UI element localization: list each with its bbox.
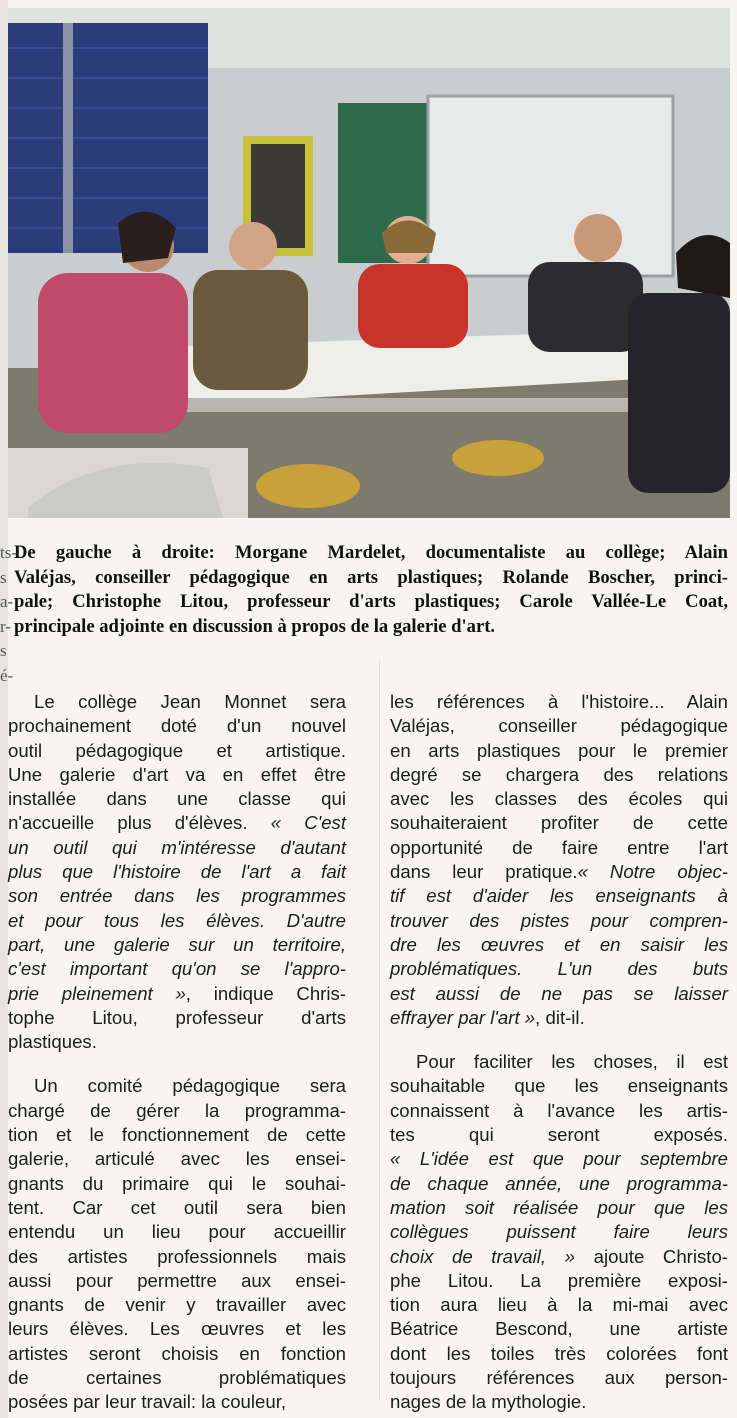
article-line xyxy=(8,1030,346,1054)
article-line xyxy=(390,1074,728,1098)
adjacent-column-fragments xyxy=(0,541,17,688)
article-line xyxy=(8,836,346,860)
body-text: nages de la mythologie. xyxy=(390,1391,587,1413)
body-text: n'accueille plus d'élèves. xyxy=(8,812,271,834)
body-text: Pour faciliter les choses, il est xyxy=(416,1051,728,1073)
quote-text: effrayer par l'art » xyxy=(390,1006,536,1028)
article-line xyxy=(8,909,346,933)
article-line xyxy=(8,957,346,981)
body-text: installée dans une classe qui xyxy=(8,788,346,810)
body-text: prochainement doté d'un nouvel xyxy=(8,715,346,737)
article-column-right xyxy=(390,690,728,1415)
body-text: ajoute Christo- xyxy=(575,1245,728,1267)
article-line xyxy=(8,1366,346,1390)
article-line xyxy=(8,1099,346,1123)
quote-text: prie pleinement » xyxy=(8,982,186,1004)
photo-illustration xyxy=(8,8,730,518)
quote-text: part, une galerie sur un territoire, xyxy=(8,933,346,955)
quote-text: problématiques. L'un des buts xyxy=(390,958,728,980)
article-line xyxy=(8,1196,346,1220)
photo-caption xyxy=(14,541,728,639)
article-line xyxy=(8,1006,346,1030)
article-line xyxy=(8,1293,346,1317)
article-line xyxy=(390,1342,728,1366)
body-text: phe Litou. La première exposi- xyxy=(390,1269,728,1291)
body-text: en arts plastiques pour le premier xyxy=(390,739,728,761)
body-text: les références à l'histoire... Alain xyxy=(390,691,728,712)
article-line xyxy=(390,714,728,738)
body-text: des artistes professionnels mais xyxy=(8,1245,346,1267)
article-line xyxy=(8,763,346,787)
body-text: Béatrice Bescond, une artiste xyxy=(390,1318,728,1340)
article-line xyxy=(8,787,346,811)
article-line xyxy=(8,1123,346,1147)
quote-text: « C'est xyxy=(270,812,347,834)
caption-line: principale adjointe en discussion à propos de la galerie d'art. xyxy=(14,615,496,637)
article-column-left xyxy=(8,690,346,1415)
fragment: s xyxy=(0,567,7,587)
article-line xyxy=(390,1147,728,1171)
article-line xyxy=(8,1147,346,1171)
article-line xyxy=(390,982,728,1006)
caption-line: De gauche à droite: Morgane Mardelet, documentaliste au collège; Alain xyxy=(14,542,728,563)
article-line xyxy=(8,1317,346,1341)
article-line xyxy=(390,1099,728,1123)
body-text: outil pédagogique et artistique. xyxy=(8,739,346,761)
article-line xyxy=(390,884,728,908)
article-line xyxy=(390,860,728,884)
body-text: Une galerie d'art va en effet être xyxy=(8,763,346,785)
article-line xyxy=(390,690,728,714)
clipping-edge xyxy=(0,0,8,1418)
body-text: de certaines problématiques xyxy=(8,1367,346,1389)
fragment: é- xyxy=(0,665,14,685)
article-line xyxy=(390,1317,728,1341)
article-line xyxy=(390,1220,728,1244)
article-line xyxy=(390,1172,728,1196)
quote-text: dre les œuvres et en saisir les xyxy=(390,933,728,955)
body-text: toujours références aux person- xyxy=(390,1367,728,1389)
article-line xyxy=(390,909,728,933)
body-text: dont les toiles très colorées font xyxy=(390,1342,728,1364)
article-line xyxy=(8,860,346,884)
body-text: gnants de venir y travailler avec xyxy=(8,1294,346,1316)
article-line xyxy=(390,1245,728,1269)
body-text: Un comité pédagogique sera xyxy=(34,1075,346,1097)
article-line xyxy=(390,787,728,811)
article-line xyxy=(8,739,346,763)
body-text: , dit-il. xyxy=(535,1006,585,1028)
body-text: Valéjas, conseiller pédagogique xyxy=(390,715,728,737)
article-line xyxy=(390,1269,728,1293)
article-line xyxy=(390,1006,728,1030)
body-text: avec les classes des écoles qui xyxy=(390,788,728,810)
body-text: gnants du primaire qui le souhai- xyxy=(8,1172,346,1194)
article-line xyxy=(8,1172,346,1196)
article-line xyxy=(8,1245,346,1269)
quote-text: un outil qui m'intéresse d'autant xyxy=(8,836,346,858)
article-line xyxy=(8,1074,346,1098)
quote-text: collègues puissent faire leurs xyxy=(390,1221,728,1243)
quote-text: plus que l'histoire de l'art a fait xyxy=(8,861,346,883)
body-text: tion et le fonctionnement de cette xyxy=(8,1124,346,1146)
fragment: a- xyxy=(0,592,14,611)
quote-text: trouver des pistes pour compren- xyxy=(390,909,728,931)
quote-text: « Notre objec- xyxy=(577,861,728,883)
body-text: entendu un lieu pour accueillir xyxy=(8,1221,346,1243)
body-text: souhaitable que les enseignants xyxy=(390,1075,728,1097)
article-line xyxy=(8,1269,346,1293)
article-line xyxy=(8,933,346,957)
body-text: leurs élèves. Les œuvres et les xyxy=(8,1318,346,1340)
fragment: ts- xyxy=(0,543,17,562)
article-line xyxy=(8,982,346,1006)
article-line xyxy=(8,884,346,908)
article-line xyxy=(390,811,728,835)
article-line xyxy=(390,1293,728,1317)
quote-text: tif est d'aider les enseignants à xyxy=(390,885,728,907)
body-text: opportunité de faire entre l'art xyxy=(390,836,728,858)
article-line xyxy=(390,957,728,981)
article-line xyxy=(8,1390,346,1414)
body-text: tophe Litou, professeur d'arts xyxy=(8,1006,346,1028)
article-line xyxy=(390,836,728,860)
caption-line: Valéjas, conseiller pédagogique en arts plastiques; Rolande Boscher, princi- xyxy=(14,566,728,588)
body-text: galerie, articulé avec les ensei- xyxy=(8,1148,346,1170)
body-text: tion aura lieu à la mi-mai avec xyxy=(390,1294,728,1316)
article-line xyxy=(390,1390,728,1414)
quote-text: et pour tous les élèves. D'autre xyxy=(8,909,346,931)
article-line xyxy=(8,1220,346,1244)
article-line xyxy=(390,933,728,957)
body-text: chargé de gérer la programma- xyxy=(8,1099,346,1121)
quote-text: est aussi de ne pas se laisser xyxy=(390,982,728,1004)
body-text: Le collège Jean Monnet sera xyxy=(34,691,346,712)
quote-text: de chaque année, une programma- xyxy=(390,1172,728,1194)
article-line xyxy=(390,1196,728,1220)
body-text: tent. Car cet outil sera bien xyxy=(8,1196,346,1218)
caption-line: pale; Christophe Litou, professeur d'arts plastiques; Carole Vallée-Le Coat, xyxy=(14,591,728,612)
fragment: s xyxy=(0,641,7,660)
article-line xyxy=(390,1366,728,1390)
article-line xyxy=(8,690,346,714)
body-text: tes qui seront exposés. xyxy=(390,1124,728,1146)
article-line xyxy=(390,763,728,787)
quote-text: choix de travail, » xyxy=(390,1245,576,1267)
body-text: artistes seront choisis en fonction xyxy=(8,1342,346,1364)
article-photo xyxy=(8,8,730,518)
body-text: connaissent à l'avance les artis- xyxy=(390,1099,728,1121)
article-line xyxy=(390,1050,728,1074)
quote-text: c'est important qu'on se l'appro- xyxy=(8,958,346,980)
body-text: aussi pour permettre aux ensei- xyxy=(8,1269,346,1291)
body-text: dans leur pratique. xyxy=(390,861,578,883)
body-text: posées par leur travail: la couleur, xyxy=(8,1391,287,1413)
column-divider xyxy=(379,660,380,1400)
fragment: r- xyxy=(0,616,11,636)
article-line xyxy=(390,1123,728,1147)
body-text: souhaiteraient profiter de cette xyxy=(390,812,728,834)
article-line xyxy=(390,739,728,763)
body-text: degré se chargera des relations xyxy=(390,763,728,785)
body-text: plastiques. xyxy=(8,1031,97,1053)
quote-text: son entrée dans les programmes xyxy=(8,885,346,907)
quote-text: mation soit réalisée pour que les xyxy=(390,1196,728,1218)
article-line xyxy=(8,1342,346,1366)
quote-text: « L'idée est que pour septembre xyxy=(390,1148,728,1170)
article-line xyxy=(8,811,346,835)
article-line xyxy=(8,714,346,738)
body-text: , indique Chris- xyxy=(185,982,346,1004)
